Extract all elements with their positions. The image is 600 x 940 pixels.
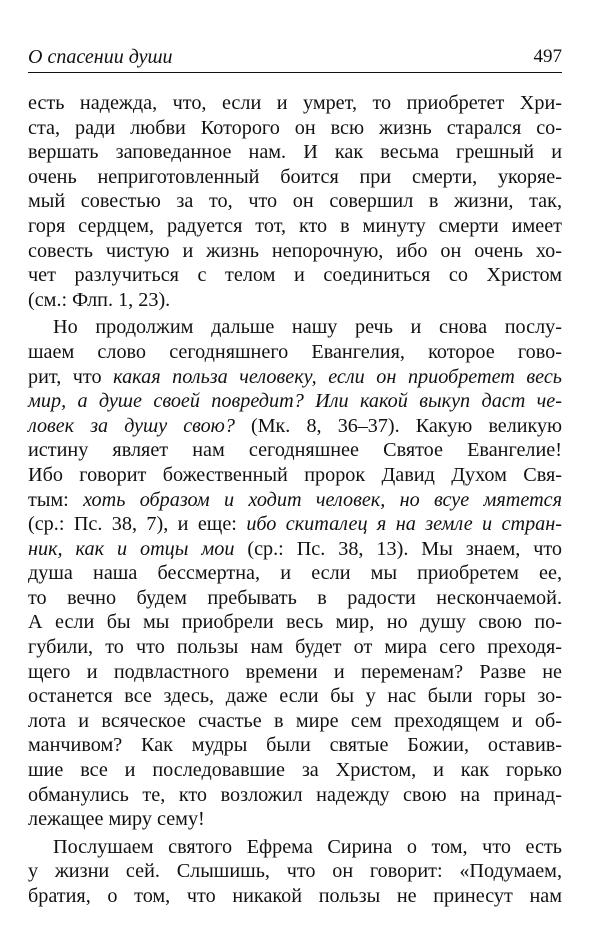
paragraph xyxy=(28,91,562,312)
text-segment: (см.: Флп. 1, 23). xyxy=(28,288,171,311)
text-line xyxy=(28,859,562,884)
text-line xyxy=(28,807,562,832)
text-segment: то вечно будем пребывать в радости нескончаемой. xyxy=(28,586,562,609)
text-segment: лота и всяческое счастье в мире сем преходящем и об- xyxy=(28,709,562,732)
text-segment: (ср.: Пс. 38, 13). Мы знаем, что xyxy=(234,537,562,560)
text-line xyxy=(28,315,562,340)
page-body xyxy=(28,91,562,909)
text-segment: Но продолжим дальше нашу речь и снова послу- xyxy=(53,316,562,339)
text-segment: очень неприготовленный боится при смерти, укоряе- xyxy=(28,165,562,188)
text-segment: обманулись те, кто возложил надежду свою на принад- xyxy=(28,783,562,806)
italic-quote: ловек за душу свою? xyxy=(28,414,235,437)
text-segment: А если бы мы приобрели весь мир, но душу свою по- xyxy=(28,611,562,634)
text-segment: у жизни сей. Слышишь, что он говорит: «Подумаем, xyxy=(28,860,562,883)
text-line xyxy=(28,239,562,264)
text-line xyxy=(28,365,562,390)
text-line xyxy=(28,684,562,709)
italic-quote: ник, как и отцы мои xyxy=(28,537,235,560)
text-segment: щего и подвластного времени и переменам? Разве не xyxy=(28,660,562,683)
text-line xyxy=(28,116,562,141)
text-segment: Ибо говорит божественный пророк Давид Духом Свя- xyxy=(28,463,562,486)
text-line xyxy=(28,414,562,439)
text-line xyxy=(28,488,562,513)
running-title: О спасении души xyxy=(28,46,173,68)
text-segment: (ср.: Пс. 38, 7), и еще: xyxy=(28,513,247,536)
text-segment: ста, ради любви Которого он всю жизнь старался со- xyxy=(28,116,562,139)
text-line xyxy=(28,389,562,414)
text-line xyxy=(28,214,562,239)
text-segment: совесть чистую и жизнь непорочную, ибо он очень хо- xyxy=(28,239,562,262)
running-header xyxy=(28,42,562,73)
text-segment: (Мк. 8, 36–37). Какую великую xyxy=(234,414,562,437)
text-segment: истину являет нам сегодняшнее Святое Евангелие! xyxy=(28,439,562,462)
italic-quote: ибо скиталец я на земле и стран- xyxy=(246,513,562,536)
text-line xyxy=(28,140,562,165)
text-segment: лежащее миру сему! xyxy=(28,808,205,831)
text-line xyxy=(28,165,562,190)
text-line xyxy=(28,758,562,783)
text-line xyxy=(28,884,562,909)
paragraph xyxy=(28,315,562,831)
text-line xyxy=(28,783,562,808)
text-segment: вершать заповеданное нам. И как весьма грешный и xyxy=(28,141,562,164)
text-line xyxy=(28,561,562,586)
italic-quote: какая польза человеку, если он приобретет весь xyxy=(113,365,562,388)
text-line xyxy=(28,189,562,214)
text-line xyxy=(28,263,562,288)
page-number: 497 xyxy=(533,46,562,67)
text-segment: душа наша бессмертна, и если мы приобретем ее, xyxy=(28,562,562,585)
text-line xyxy=(28,463,562,488)
text-segment: манчивом? Как мудры были святые Божии, оставив- xyxy=(28,734,562,757)
text-segment: губили, то что пользы нам будет от мира сего преходя- xyxy=(28,636,562,659)
text-segment: останется все здесь, даже если бы у нас были горы зо- xyxy=(28,685,562,708)
text-line xyxy=(28,512,562,537)
paragraph xyxy=(28,835,562,909)
text-line xyxy=(28,91,562,116)
text-line xyxy=(28,537,562,562)
text-segment: горя сердцем, радуется тот, кто в минуту смерти имеет xyxy=(28,214,562,237)
text-line xyxy=(28,288,562,313)
text-line xyxy=(28,635,562,660)
italic-quote: хоть образом и ходит человек, но всуе мятется xyxy=(83,488,562,511)
text-line xyxy=(28,610,562,635)
text-segment: рит, что xyxy=(28,365,114,388)
text-line xyxy=(28,340,562,365)
text-line xyxy=(28,660,562,685)
text-line xyxy=(28,835,562,860)
text-segment: шие все и последовавшие за Христом, и как горько xyxy=(28,759,562,782)
text-segment: тым: xyxy=(28,488,84,511)
italic-quote: мир, а душе своей повредит? Или какой выкуп даст че- xyxy=(28,390,562,413)
text-segment: братия, о том, что никакой пользы не принесут нам xyxy=(28,885,562,907)
text-segment: чет разлучиться с телом и соединиться со Христом xyxy=(28,264,562,287)
text-line xyxy=(28,709,562,734)
text-segment: есть надежда, что, если и умрет, то приобретет Хри- xyxy=(28,92,562,114)
text-line xyxy=(28,733,562,758)
text-segment: шаем слово сегодняшнего Евангелия, которое гово- xyxy=(28,340,562,363)
text-line xyxy=(28,438,562,463)
text-segment: Послушаем святого Ефрема Сирина о том, что есть xyxy=(53,835,562,858)
text-segment: мый совестью за то, что он совершил в жизни, так, xyxy=(28,190,562,213)
text-line xyxy=(28,586,562,611)
